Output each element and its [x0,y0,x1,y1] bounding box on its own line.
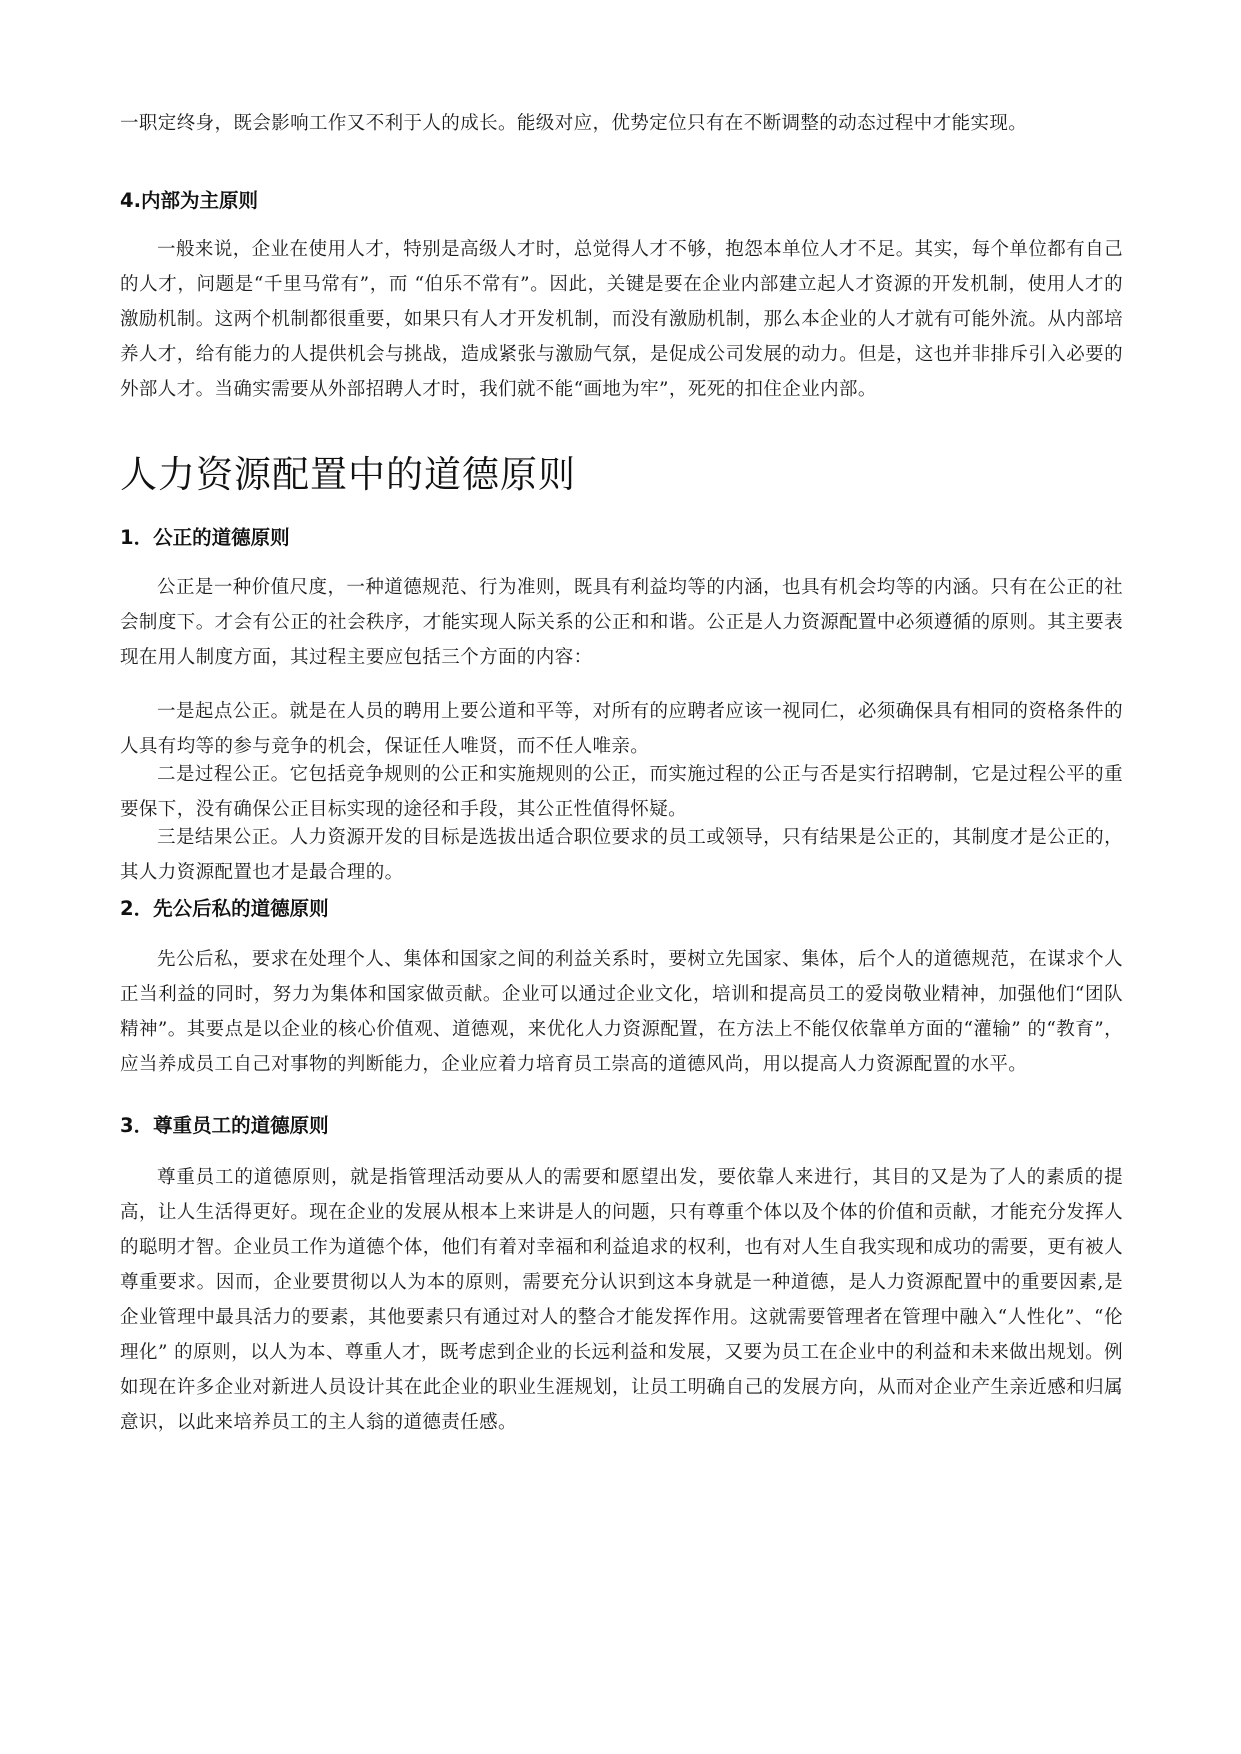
principle-1-heading: 1．公正的道德原则 [120,526,290,549]
principle-1-intro: 公正是一种价值尺度，一种道德规范、行为准则，既具有利益均等的内涵，也具有机会均等的内涵。只有在公正的社会制度下。才会有公正的社会秩序，才能实现人际关系的公正和和谐。公正是人力资源配置中必须遵循的原则。其主要表现在用人制度方面，其过程主要应包括三个方面的内容： [120,577,1123,668]
main-title: 人力资源配置中的道德原则 [120,453,576,496]
principle-1-item-2: 二是过程公正。它包括竞争规则的公正和实施规则的公正，而实施过程的公正与否是实行招聘制，它是过程公平的重要保下，没有确保公正目标实现的途径和手段，其公正性值得怀疑。 [120,764,1123,820]
principle-3-heading: 3．尊重员工的道德原则 [120,1114,329,1137]
principle-1-item-3: 三是结果公正。人力资源开发的目标是选拔出适合职位要求的员工或领导，只有结果是公正的，其制度才是公正的，其人力资源配置也才是最合理的。 [120,827,1123,883]
principle-2-paragraph: 先公后私，要求在处理个人、集体和国家之间的利益关系时，要树立先国家、集体，后个人的道德规范，在谋求个人正当利益的同时，努力为集体和国家做贡献。企业可以通过企业文化，培训和提高员工的爱岗敬业精神，加强他们“团队精神”。其要点是以企业的核心价值观、道德观，来优化人力资源配置，在方法上不能仅依靠单方面的“灌输” 的“教育”，应当养成员工自己对事物的判断能力，企业应着力培育员工崇高的道德风尚，用以提高人力资源配置的水平。 [120,949,1123,1075]
principle-1-item-1: 一是起点公正。就是在人员的聘用上要公道和平等，对所有的应聘者应该一视同仁，必须确保具有相同的资格条件的人具有均等的参与竞争的机会，保证任人唯贤，而不任人唯亲。 [120,701,1123,757]
continuation-paragraph: 一职定终身，既会影响工作又不利于人的成长。能级对应，优势定位只有在不断调整的动态过程中才能实现。 [120,113,1028,134]
section-heading-4: 4.内部为主原则 [120,189,258,212]
section-4-paragraph: 一般来说，企业在使用人才，特别是高级人才时，总觉得人才不够，抱怨本单位人才不足。其实，每个单位都有自己的人才，问题是“千里马常有”，而 “伯乐不常有”。因此，关键是要在企业内部建立起人才资源的开发机制，使用人才的激励机制。这两个机制都很重要，如果只有人才开发机制，而没有激励机制，那么本企业的人才就有可能外流。从内部培养人才，给有能力的人提供机会与挑战，造成紧张与激励气氛，是促成公司发展的动力。但是，这也并非排斥引入必要的外部人才。当确实需要从外部招聘人才时，我们就不能“画地为牢”，死死的扣住企业内部。 [120,239,1123,400]
principle-3-paragraph: 尊重员工的道德原则，就是指管理活动要从人的需要和愿望出发，要依靠人来进行，其目的又是为了人的素质的提高，让人生活得更好。现在企业的发展从根本上来讲是人的问题，只有尊重个体以及个体的价值和贡献，才能充分发挥人的聪明才智。企业员工作为道德个体，他们有着对幸福和利益追求的权利，也有对人生自我实现和成功的需要，更有被人尊重要求。因而，企业要贯彻以人为本的原则，需要充分认识到这本身就是一种道德，是人力资源配置中的重要因素,是企业管理中最具活力的要素，其他要素只有通过对人的整合才能发挥作用。这就需要管理者在管理中融入“人性化”、“伦理化” 的原则，以人为本、尊重人才，既考虑到企业的长远利益和发展，又要为员工在企业中的利益和未来做出规划。例如现在许多企业对新进人员设计其在此企业的职业生涯规划，让员工明确自己的发展方向，从而对企业产生亲近感和归属意识，以此来培养员工的主人翁的道德责任感。 [120,1167,1123,1433]
principle-2-heading: 2．先公后私的道德原则 [120,897,329,920]
